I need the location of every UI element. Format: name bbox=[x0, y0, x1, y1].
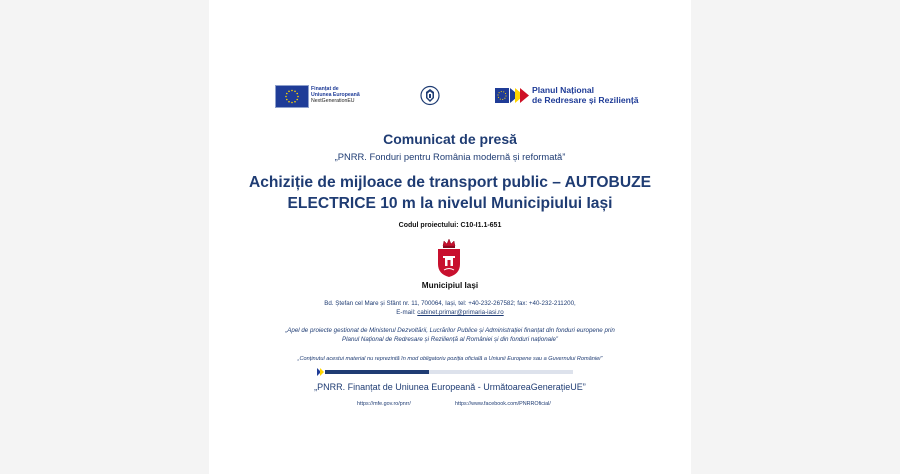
email-link[interactable]: cabinet.primar@primaria-iasi.ro bbox=[417, 309, 504, 316]
arrow-icon bbox=[317, 368, 325, 376]
eu-star bbox=[291, 90, 293, 92]
eu-star bbox=[291, 102, 293, 104]
funding-call-text bbox=[209, 326, 691, 344]
eu-star bbox=[286, 93, 288, 95]
pnrr-logo-icon bbox=[495, 86, 529, 105]
address-line: Bd. Ștefan cel Mare și Sfânt nr. 11, 700064, Iași, tel: +40-232-267582; fax: +40-232-211200, bbox=[324, 300, 576, 307]
eu-star bbox=[288, 101, 290, 103]
disclaimer: „Conținutul acestui material nu reprezintă în mod obligatoriu poziția oficială a Uniunii Europene sau a Guvernului României” bbox=[297, 356, 603, 362]
pnrr-label bbox=[532, 86, 639, 105]
email-prefix: E-mail: bbox=[396, 309, 418, 316]
progress-bar bbox=[325, 370, 573, 374]
iasi-coat-of-arms-icon bbox=[434, 236, 464, 278]
pnrr-line2: de Redresare și Reziliență bbox=[532, 94, 639, 105]
document-subtitle: „PNRR. Fonduri pentru România modernă și reformată” bbox=[334, 151, 566, 162]
eu-star bbox=[294, 101, 296, 103]
links-row bbox=[209, 401, 691, 411]
call-line2: Planul Național de Redresare și Reziliență al României și din fonduri naționale” bbox=[342, 336, 558, 343]
eu-line1: Finanțat de bbox=[311, 86, 339, 92]
press-release-document bbox=[209, 0, 691, 474]
contact-address bbox=[209, 299, 691, 317]
eu-star bbox=[286, 99, 288, 101]
headline bbox=[209, 172, 691, 214]
eu-star bbox=[297, 96, 299, 98]
email-line bbox=[209, 308, 691, 317]
government-crest-icon bbox=[420, 85, 440, 106]
progress-bar-fill bbox=[325, 370, 429, 374]
municipality-name: Municipiul Iași bbox=[421, 281, 479, 290]
eu-star bbox=[296, 99, 298, 101]
project-code: Codul proiectului: C10-I1.1-651 bbox=[398, 222, 502, 229]
eu-funding-label bbox=[311, 86, 360, 104]
pnrr-line1: Planul Național bbox=[532, 85, 595, 95]
document-title: Comunicat de presă bbox=[383, 131, 517, 147]
eu-line3: NextGenerationEU bbox=[311, 98, 355, 104]
eu-star bbox=[296, 93, 298, 95]
eu-star bbox=[288, 91, 290, 93]
slogan: „PNRR. Finanțat de Uniunea Europeană - UrmătoareaGenerațieUE” bbox=[314, 382, 586, 392]
call-line1: „Apel de proiecte gestionat de Ministerul Dezvoltării, Lucrărilor Publice și Administrației finanțat din fonduri europene prin bbox=[285, 327, 615, 334]
eu-line2: Uniunea Europeană bbox=[311, 92, 360, 98]
facebook-link[interactable]: https://www.facebook.com/PNRROficial/ bbox=[455, 401, 551, 407]
eu-flag-icon bbox=[275, 85, 309, 108]
logo-bar bbox=[209, 84, 691, 106]
headline-line2: ELECTRICE 10 m la nivelul Municipiului Iași bbox=[287, 195, 613, 212]
eu-star bbox=[285, 96, 287, 98]
eu-star bbox=[294, 91, 296, 93]
mfe-link[interactable]: https://mfe.gov.ro/pnrr/ bbox=[357, 401, 411, 407]
headline-line1: Achiziție de mijloace de transport public – AUTOBUZE bbox=[248, 174, 652, 191]
